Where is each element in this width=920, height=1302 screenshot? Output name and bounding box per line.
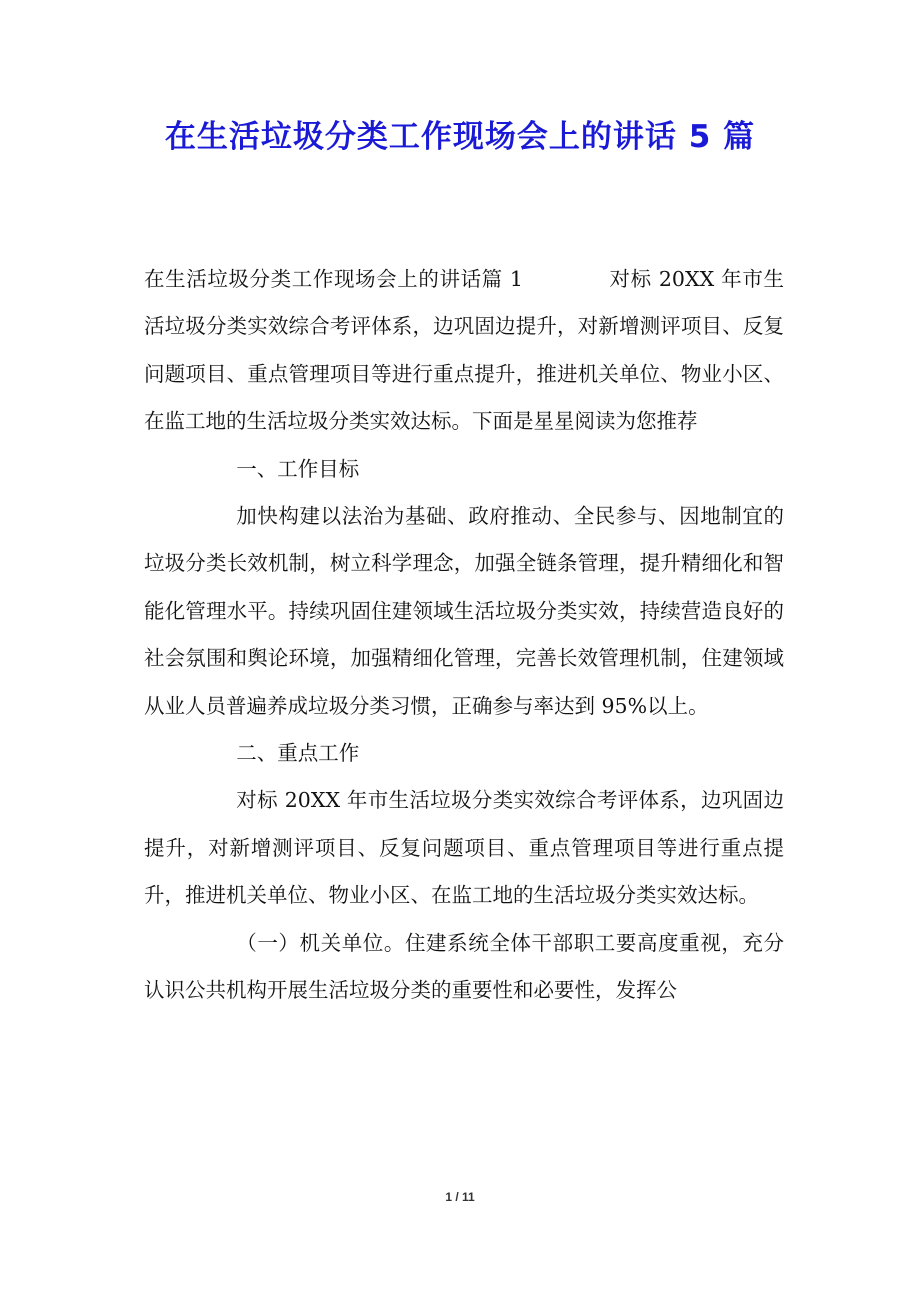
intro-heading: 在生活垃圾分类工作现场会上的讲话篇 1	[144, 267, 523, 291]
section-1-heading: 一、工作目标	[236, 456, 360, 481]
intro-text: 对标 20XX 年市生活垃圾分类实效综合考评体系，边巩固边提升，对新增测评项目、反复问题项目、重点管理项目等进行重点提升，推进机关单位、物业小区、在监工地的生活垃圾分类实效达标。下面是星星阅读为您推荐	[144, 267, 784, 434]
document-title: 在生活垃圾分类工作现场会上的讲话 5 篇	[164, 119, 756, 155]
section-1-paragraph: 加快构建以法治为基础、政府推动、全民参与、因地制宜的垃圾分类长效机制，树立科学理念，加强全链条管理，提升精细化和智能化管理水平。持续巩固住建领域生活垃圾分类实效，持续营造良好的社会氛围和舆论环境，加强精细化管理，完善长效管理机制，住建领域从业人员普遍养成垃圾分类习惯，正确参与率达到 95%以上。	[144, 504, 784, 718]
section-2-paragraph: 对标 20XX 年市生活垃圾分类实效综合考评体系，边巩固边提升，对新增测评项目、反复问题项目、重点管理项目等进行重点提升，推进机关单位、物业小区、在监工地的生活垃圾分类实效达标。	[144, 788, 784, 908]
section-2-heading: 二、重点工作	[236, 741, 360, 766]
intro-paragraph	[144, 256, 784, 446]
subsection-1-paragraph: （一）机关单位。住建系统全体干部职工要高度重视，充分认识公共机构开展生活垃圾分类的重要性和必要性，发挥公	[144, 930, 784, 1003]
page-number: 1 / 11	[445, 1190, 475, 1204]
document-body	[144, 256, 784, 1015]
